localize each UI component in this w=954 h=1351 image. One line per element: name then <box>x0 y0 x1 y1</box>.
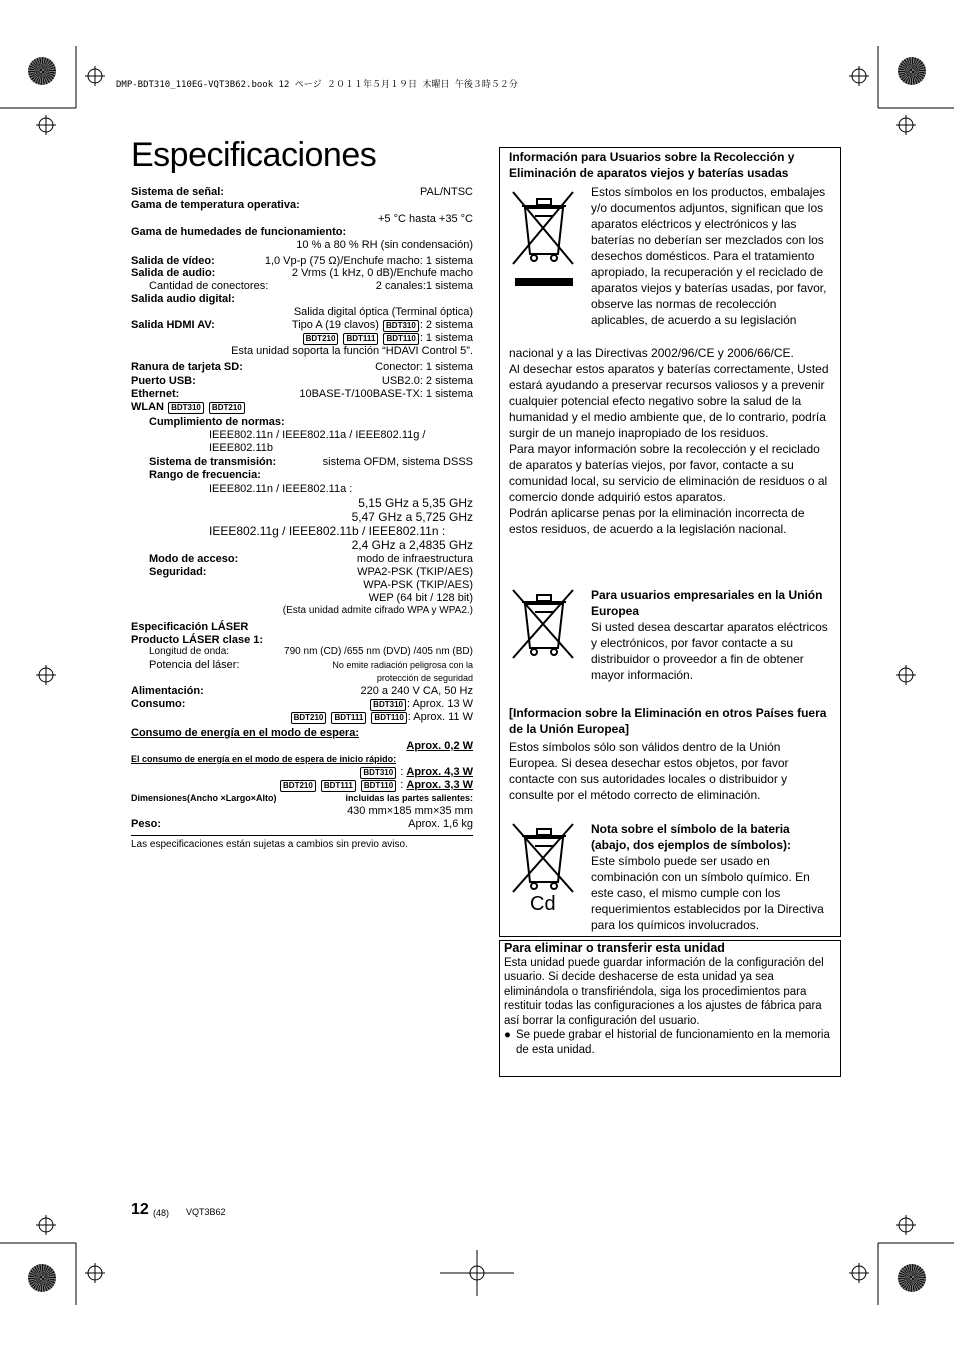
bullet-icon: ● <box>504 1029 511 1041</box>
recycling-paragraph: Estos símbolos en los productos, embalajes y/o documentos adjuntos, significan que los aparatos eléctricos y electrónicos y las baterías no deberían ser mezclados con los desechos domésticos. Para el tratamiento apropiado, la recuperación y el reciclado de aparatos viejos y baterías usadas, por favor, observe las normas de recolección aplicables, de acuerdo a su legislación <box>591 185 827 327</box>
spec-label: Rango de frecuencia: <box>149 469 261 482</box>
spec-value: IEEE802.11b <box>209 441 274 454</box>
eu-text: Si usted desea descartar aparatos eléctricos y electrónicos, por favor contacte a su distribuidor o proveedor a fin de obtener mayor información. <box>591 620 828 682</box>
recycling-text: Al desechar estos aparatos y baterías correctamente, Usted estará ayudando a preservar recursos valiosos y a prevenir cualquier potencial efecto negativo sobre la salud de la humanidad y el medio ambiente que, de lo contrario, podría surgir de un manejo inapropiado de los residuos. <box>509 362 829 440</box>
battery-section <box>591 821 831 933</box>
spec-value: WPA-PSK (TKIP/AES) <box>363 578 473 591</box>
spec-value: +5 °C hasta +35 °C <box>377 212 473 225</box>
spec-value: sistema OFDM, sistema DSSS <box>322 456 473 469</box>
spec-value: 10BASE-T/100BASE-TX: 1 sistema <box>299 387 473 400</box>
spec-value: 5,15 GHz a 5,35 GHz <box>358 496 473 511</box>
model-tag: BDT210 <box>303 333 339 345</box>
spec-value: 2,4 GHz a 2,4835 GHz <box>351 538 473 553</box>
spec-value: IEEE802.11n / IEEE802.11a : <box>209 483 353 496</box>
dispose-bullet-text: Se puede grabar el historial de funcionamiento en la memoria de esta unidad. <box>516 1029 830 1056</box>
spec-value: : 2 sistema <box>419 319 473 332</box>
spec-label: Alimentación: <box>131 685 204 698</box>
spec-value: 220 a 240 V CA, 50 Hz <box>360 685 473 698</box>
spec-label: Consumo de energía en el modo de espera: <box>131 727 359 740</box>
spec-value: 790 nm (CD) /655 nm (DVD) /405 nm (BD) <box>284 646 473 658</box>
divider <box>131 835 473 836</box>
dispose-bullet <box>504 1028 836 1057</box>
non-eu-section <box>509 705 831 803</box>
battery-text: Este símbolo puede ser usado en combinación con un símbolo químico. En este caso, el mismo cumple con los requerimientos establecidos por la Directiva para los químicos involucrados. <box>591 854 824 932</box>
recycling-text: Podrán aplicarse penas por la eliminación incorrecta de estos residuos, de acuerdo a la legislación nacional. <box>509 506 805 536</box>
dispose-text: Esta unidad puede guardar información de la configuración del usuario. Si decide deshacerse de esta unidad ya sea eliminándola o transfiriéndola, siga los procedimientos para restituir todas las configuraciones a los ajustes de fábrica para así borrar la configuración del usuario. <box>504 956 824 1027</box>
model-tag: BDT210 <box>209 402 245 414</box>
model-tag: BDT210 <box>280 780 316 792</box>
spec-footnote: Las especificaciones están sujetas a cambios sin previo aviso. <box>131 838 408 850</box>
crossed-bin-icon <box>509 186 579 286</box>
spec-label: Especificación LÁSER <box>131 620 249 633</box>
spec-label: El consumo de energía en el modo de espera de inicio rápido: <box>131 753 397 764</box>
spec-value: : Aprox. 11 W <box>407 711 473 724</box>
document-code: VQT3B62 <box>186 1207 226 1217</box>
model-tag: BDT110 <box>361 780 396 792</box>
print-header: DMP-BDT310_110EG-VQT3B62.book 12 ページ ２０１１年５月１９日 木曜日 午後３時５２分 <box>116 80 518 90</box>
chemical-symbol: Cd <box>530 893 556 915</box>
spec-value: USB2.0: 2 sistema <box>381 374 473 387</box>
spec-list: Sistema de señal: PAL/NTSC Gama de temperatura operativa: +5 °C hasta +35 °C Gama de humedades de funcionamiento: 10 % a 80 % RH (sin condensación) Salida de vídeo: 1,0 Vp-p (75 Ω)/Enchufe macho: 1 sistema Salida de audio: 2 Vrms (1 kHz, 0 dB)/Enchufe macho Cantidad de conectores: 2 canales:1 sistema Salida audio digital: Salida digital óptica (Terminal óptica) Salida HDMI AV: Tipo A (19 clavos) BDT310 : 2 sistema BDT210 BDT111 BDT110 : 1 sistema Esta unidad soporta la función “HDAVI Control 5”. Ranura de tarjeta SD: Conector: 1 sistema Puerto USB: USB2.0: 2 sistema Ethernet: 10BASE-T/100BASE-TX: 1 sistema WLAN BDT310 BDT210 Cumplimiento de normas: IEEE802.11n / IEEE802.11a / IEEE802.11g / IEEE802.11b Sistema de transmisión: sistema OFDM, sistema DSSS Rango de frecuencia: IEEE802.11n / IEEE802.11a : 5,15 GHz a 5,35 GHz 5,47 GHz a 5,725 GHz IEEE802.11g / IEEE802.11b / IEEE802.11n : 2,4 GHz a 2,4835 GHz Modo de acceso: modo de infraestructura Seguridad: WPA2-PSK (TKIP/AES) WPA-PSK (TKIP/AES) WEP (64 bit / 128 bit) (Esta unidad admite cifrado WPA y WPA2.) Especificación LÁSER Producto LÁSER clase 1: Longitud de onda: 790 nm (CD) /655 nm (DVD) /405 nm (BD) Potencia del láser: No emite radiación peligrosa con la protección de seguridad Alimentación: 220 a 240 V CA, 50 Hz Consumo: BDT310 : Aprox. 13 W BDT210 BDT111 BDT110 : Aprox. 11 W Consumo de energía en el modo de espera: Aprox. 0,2 W El consumo de energía en el modo de espera de inicio rápido: BDT310 : Aprox. 4,3 W BDT210 BDT111 BDT110 : Aprox. 3,3 W Dimensiones(Ancho ×Largo×Alto) incluidas las partes salientes: 430 mm×185 mm×35 mm Peso: Aprox. 1,6 kg Las especificaciones están sujetas a cambios sin previo aviso. <box>131 186 473 850</box>
spec-value: : Aprox. 13 W <box>406 698 473 711</box>
spec-label: Cantidad de conectores: <box>149 280 269 293</box>
spec-label: Gama de temperatura operativa: <box>131 198 300 211</box>
recycling-text: Para mayor información sobre la recolección y el reciclado de aparatos y baterías viejos, por favor, contacte a su comunidad local, su servicio de eliminación de residuos o al comercio donde adquirió estos aparatos. <box>509 442 828 504</box>
spec-value: IEEE802.11n / IEEE802.11a / IEEE802.11g / <box>209 428 426 441</box>
spec-label: Sistema de transmisión: <box>149 456 277 469</box>
spec-value: Salida digital óptica (Terminal óptica) <box>293 306 473 319</box>
spec-label: Peso: <box>131 817 161 830</box>
model-tag: BDT210 <box>291 712 327 724</box>
spec-value: PAL/NTSC <box>420 186 473 198</box>
spec-value: Aprox. 4,3 W <box>406 765 473 778</box>
spec-label: Dimensiones(Ancho ×Largo×Alto) <box>131 792 277 803</box>
crossed-bin-icon-eu <box>509 586 579 666</box>
recycling-paragraph <box>509 345 831 537</box>
spec-label: incluidas las partes salientes: <box>345 792 473 803</box>
spec-value: 1,0 Vp-p (75 Ω)/Enchufe macho: 1 sistema <box>264 254 473 267</box>
recycling-heading: Información para Usuarios sobre la Recolección y Eliminación de aparatos viejos y baterías usadas <box>509 150 795 180</box>
model-tag: BDT310 <box>383 320 419 332</box>
spec-value: 5,47 GHz a 5,725 GHz <box>351 510 473 525</box>
spec-value: Tipo A (19 clavos) <box>291 319 379 332</box>
spec-label: Longitud de onda: <box>149 646 230 658</box>
spec-value: WEP (64 bit / 128 bit) <box>368 591 473 604</box>
spec-value: : 1 sistema <box>419 332 473 345</box>
spec-value: 430 mm×185 mm×35 mm <box>347 804 473 817</box>
dispose-section <box>504 941 836 1057</box>
spec-value: protección de seguridad <box>376 673 473 684</box>
eu-users-section <box>591 587 831 683</box>
model-tag: BDT110 <box>371 712 406 724</box>
spec-label: Gama de humedades de funcionamiento: <box>131 225 347 238</box>
recycling-text: nacional y a las Directivas 2002/96/CE y 2006/66/CE. <box>509 346 794 360</box>
spec-label: Salida audio digital: <box>131 293 235 306</box>
spec-value: modo de infraestructura <box>356 553 473 566</box>
spec-label: Ranura de tarjeta SD: <box>131 360 243 373</box>
spec-label: WLAN <box>131 400 164 413</box>
spec-value: WPA2-PSK (TKIP/AES) <box>357 566 473 579</box>
spec-value: Conector: 1 sistema <box>375 360 473 373</box>
spec-label: Cumplimiento de normas: <box>149 415 285 428</box>
spec-label: Consumo: <box>131 698 186 711</box>
model-tag: BDT110 <box>383 333 418 345</box>
model-tag: BDT111 <box>331 712 366 724</box>
model-tag: BDT111 <box>321 780 356 792</box>
spec-label: Puerto USB: <box>131 374 196 387</box>
model-tag: BDT310 <box>360 767 396 779</box>
dispose-heading: Para eliminar o transferir esta unidad <box>504 941 725 955</box>
page-number: 12 <box>131 1201 149 1218</box>
spec-value: Aprox. 1,6 kg <box>408 817 473 830</box>
non-eu-heading: [Informacion sobre la Eliminación en otros Países fuera de la Unión Europea] <box>509 706 827 736</box>
eu-heading: Para usuarios empresariales en la Unión Europea <box>591 588 823 618</box>
battery-heading: Nota sobre el símbolo de la bateria (abajo, dos ejemplos de símbolos): <box>591 822 792 852</box>
spec-label: Sistema de señal: <box>131 186 224 198</box>
spec-value: 2 canales:1 sistema <box>375 280 473 293</box>
spec-label: Modo de acceso: <box>149 553 239 566</box>
non-eu-text: Estos símbolos sólo son válidos dentro de la Unión Europea. Si desea desechar estos objetos, por favor contacte con sus autoridades locales o distribuidor y consulte por el método correcto de eliminación. <box>509 740 789 802</box>
spec-label: Producto LÁSER clase 1: <box>131 633 264 646</box>
spec-value: 2 Vrms (1 kHz, 0 dB)/Enchufe macho <box>291 267 473 280</box>
spec-note: (Esta unidad admite cifrado WPA y WPA2.) <box>282 604 473 616</box>
spec-value: No emite radiación peligrosa con la <box>332 660 473 671</box>
model-tag: BDT310 <box>370 699 406 711</box>
spec-value: 10 % a 80 % RH (sin condensación) <box>296 238 473 251</box>
spec-label: Seguridad: <box>149 566 207 579</box>
page-title: Especificaciones <box>131 136 377 174</box>
spec-label: Salida de audio: <box>131 267 216 280</box>
spec-note: Esta unidad soporta la función “HDAVI Control 5”. <box>231 345 473 358</box>
spec-label: Ethernet: <box>131 387 180 400</box>
spec-label: Potencia del láser: <box>149 659 240 672</box>
page-sub-number: (48) <box>153 1208 170 1218</box>
model-tag: BDT310 <box>168 402 204 414</box>
spec-label: Salida de vídeo: <box>131 254 215 267</box>
spec-value: IEEE802.11g / IEEE802.11b / IEEE802.11n : <box>209 524 446 539</box>
spec-label: Salida HDMI AV: <box>131 319 215 332</box>
spec-value: Aprox. 3,3 W <box>406 778 473 791</box>
spec-value: Aprox. 0,2 W <box>406 740 473 752</box>
model-tag: BDT111 <box>343 333 378 345</box>
